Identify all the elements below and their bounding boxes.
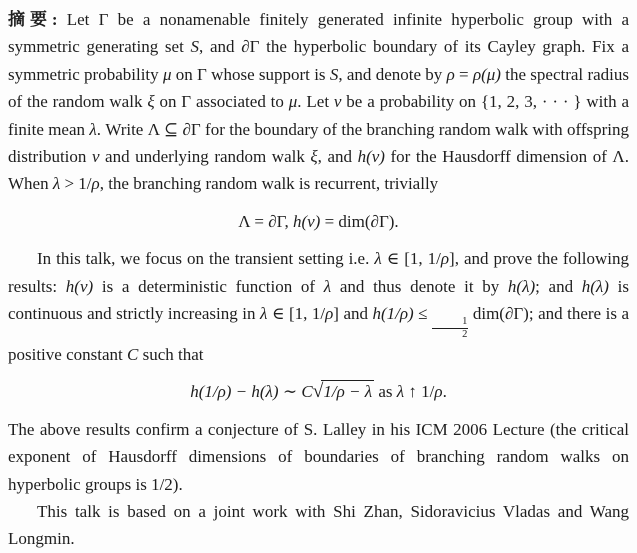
square-root-expression: √1/ρ − λ [312, 381, 373, 403]
abstract-paragraph-2: In this talk, we focus on the transient setting i.e. λ ∈ [1, 1/ρ], and prove the following results: h(ν) is a deterministic function of λ and thus denote it by h(λ); and h(λ) is continuous and strictly increasing in λ ∈ [1, 1/ρ] and h(1/ρ) ≤ $\frac{1}{2}$ dim(∂Γ); and there is a positive constant C such that [8, 249, 630, 365]
display-equation-2: h(1/ρ) − h(λ) ∼ C√1/ρ − λ as λ ↑ 1/ρ. [190, 381, 447, 403]
inline-fraction: $\frac{1}{2}$ [432, 316, 468, 341]
display-equation-1: Λ = ∂Γ, h(ν) = dim(∂Γ). [238, 211, 399, 231]
abstract-paragraph-3: The above results confirm a conjecture of S. Lalley in his ICM 2006 Lecture (the critical exponent of Hausdorff dimensions of boundaries of branching random walks on hyperbolic groups is 1/2). [8, 419, 629, 494]
abstract-paragraph-1: 摘要: Let Γ be a nonamenable finitely generated infinite hyperbolic group with a symmetric generating set S, and ∂Γ the hyperbolic boundary of its Cayley graph. Fix a symmetric probability μ on Γ whose support is S, and denote by ρ = ρ(μ) the spectral radius of the random walk ξ on Γ associated to μ. Let ν be a probability on {1, 2, 3, · · · } with a finite mean λ. Write Λ ⊆ ∂Γ for the boundary of the branching random walk with offspring distribution ν and underlying random walk ξ, and h(ν) for the Hausdorff dimension of Λ. When λ > 1/ρ, the branching random walk is recurrent, trivially [8, 10, 630, 194]
abstract-paragraph-4: This talk is based on a joint work with Shi Zhan, Sidoravicius Vladas and Wang Longmin. [8, 502, 629, 549]
